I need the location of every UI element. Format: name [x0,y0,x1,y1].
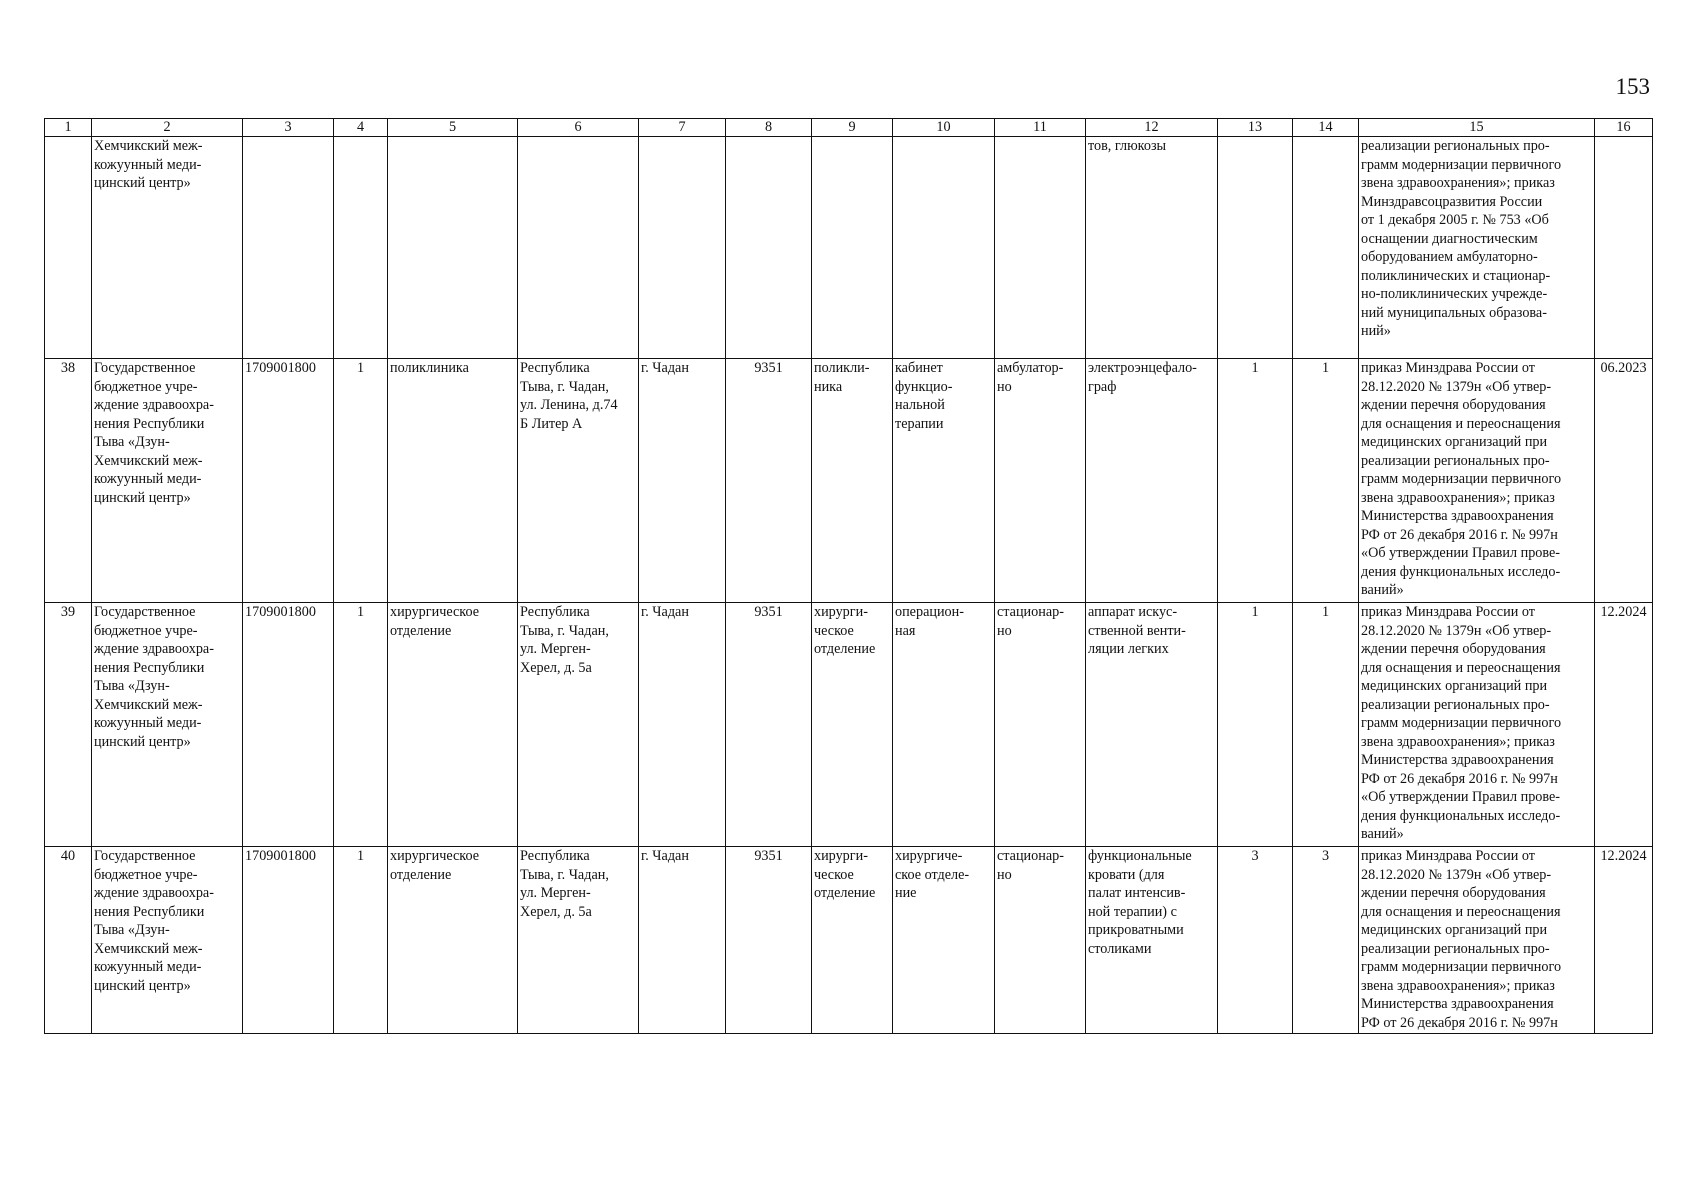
column-number-row [45,119,1653,137]
room-cell: хирургиче- ское отделе- ние [893,847,995,1034]
organization-cell: Государственное бюджетное учре- ждение здравоохра- нения Республики Тыва «Дзун- Хемчикский меж- кожуунный меди- цинский центр» [92,603,243,847]
unit-cell [388,137,518,359]
column-number: 8 [726,119,812,137]
unit-cell: хирургическое отделение [388,847,518,1034]
code-cell: 9351 [726,603,812,847]
inn-cell: 1709001800 [243,603,334,847]
col4-cell: 1 [334,847,388,1034]
row-number-cell [45,137,92,359]
address-cell: Республика Тыва, г. Чадан, ул. Мерген- Херел, д. 5а [518,603,639,847]
equipment-table [44,118,1653,1034]
legal-basis-cell: приказ Минздрава России от 28.12.2020 № 1379н «Об утвер- ждении перечня оборудования для оснащения и переоснащения медицинских организаций при реализации региональных про- грамм модернизации первичного звена здравоохранения»; приказ Министерства здравоохранения РФ от 26 декабря 2016 г. № 997н «Об утверждении Правил прове- дения функциональных исследо- ваний» [1359,603,1595,847]
column-number: 2 [92,119,243,137]
organization-cell: Хемчикский меж- кожуунный меди- цинский центр» [92,137,243,359]
column-number: 10 [893,119,995,137]
column-number: 13 [1218,119,1293,137]
col4-cell: 1 [334,603,388,847]
care-type-cell [995,137,1086,359]
code-cell: 9351 [726,847,812,1034]
column-number: 7 [639,119,726,137]
organization-cell: Государственное бюджетное учре- ждение здравоохра- нения Республики Тыва «Дзун- Хемчикский меж- кожуунный меди- цинский центр» [92,359,243,603]
equipment-cell: аппарат искус- ственной венти- ляции легких [1086,603,1218,847]
unit-cell: хирургическое отделение [388,603,518,847]
address-cell: Республика Тыва, г. Чадан, ул. Ленина, д.74 Б Литер А [518,359,639,603]
code-cell: 9351 [726,359,812,603]
city-cell [639,137,726,359]
page-number: 153 [1615,74,1650,99]
date-cell: 06.2023 [1595,359,1653,603]
quantity-cell: 1 [1293,603,1359,847]
equipment-cell: функциональные кровати (для палат интенсив- ной терапии) с прикроватными столиками [1086,847,1218,1034]
equipment-cell: электроэнцефало- граф [1086,359,1218,603]
quantity-cell: 1 [1218,359,1293,603]
column-number: 12 [1086,119,1218,137]
inn-cell [243,137,334,359]
department-cell: хирурги- ческое отделение [812,847,893,1034]
room-cell: кабинет функцио- нальной терапии [893,359,995,603]
column-number: 11 [995,119,1086,137]
quantity-cell: 3 [1293,847,1359,1034]
table-row [45,359,1653,603]
quantity-cell: 1 [1293,359,1359,603]
row-number-cell: 39 [45,603,92,847]
care-type-cell: амбулатор- но [995,359,1086,603]
column-number: 3 [243,119,334,137]
quantity-cell: 3 [1218,847,1293,1034]
date-cell [1595,137,1653,359]
room-cell [893,137,995,359]
date-cell: 12.2024 [1595,847,1653,1034]
column-number: 5 [388,119,518,137]
quantity-cell: 1 [1218,603,1293,847]
column-number: 1 [45,119,92,137]
legal-basis-cell: приказ Минздрава России от 28.12.2020 № 1379н «Об утвер- ждении перечня оборудования для оснащения и переоснащения медицинских организаций при реализации региональных про- грамм модернизации первичного звена здравоохранения»; приказ Министерства здравоохранения РФ от 26 декабря 2016 г. № 997н [1359,847,1595,1034]
inn-cell: 1709001800 [243,847,334,1034]
legal-basis-cell: реализации региональных про- грамм модернизации первичного звена здравоохранения»; приказ Минздравсоцразвития России от 1 декабря 2005 г. № 753 «Об оснащении диагностическим оборудованием амбулаторно- поликлинических и стационар- но-поликлинических учрежде- ний муниципальных образова- ний» [1359,137,1595,359]
quantity-cell [1218,137,1293,359]
column-number: 15 [1359,119,1595,137]
date-cell: 12.2024 [1595,603,1653,847]
city-cell: г. Чадан [639,603,726,847]
organization-cell: Государственное бюджетное учре- ждение здравоохра- нения Республики Тыва «Дзун- Хемчикский меж- кожуунный меди- цинский центр» [92,847,243,1034]
code-cell [726,137,812,359]
column-number: 16 [1595,119,1653,137]
care-type-cell: стационар- но [995,603,1086,847]
table-row [45,847,1653,1034]
address-cell [518,137,639,359]
row-number-cell: 40 [45,847,92,1034]
column-number: 6 [518,119,639,137]
quantity-cell [1293,137,1359,359]
table-row [45,603,1653,847]
care-type-cell: стационар- но [995,847,1086,1034]
city-cell: г. Чадан [639,359,726,603]
department-cell: хирурги- ческое отделение [812,603,893,847]
equipment-cell: тов, глюкозы [1086,137,1218,359]
room-cell: операцион- ная [893,603,995,847]
column-number: 4 [334,119,388,137]
col4-cell: 1 [334,359,388,603]
table-row [45,137,1653,359]
department-cell: поликли- ника [812,359,893,603]
unit-cell: поликлиника [388,359,518,603]
legal-basis-cell: приказ Минздрава России от 28.12.2020 № 1379н «Об утвер- ждении перечня оборудования для оснащения и переоснащения медицинских организаций при реализации региональных про- грамм модернизации первичного звена здравоохранения»; приказ Министерства здравоохранения РФ от 26 декабря 2016 г. № 997н «Об утверждении Правил прове- дения функциональных исследо- ваний» [1359,359,1595,603]
row-number-cell: 38 [45,359,92,603]
column-number: 9 [812,119,893,137]
column-number: 14 [1293,119,1359,137]
department-cell [812,137,893,359]
city-cell: г. Чадан [639,847,726,1034]
address-cell: Республика Тыва, г. Чадан, ул. Мерген- Херел, д. 5а [518,847,639,1034]
col4-cell [334,137,388,359]
inn-cell: 1709001800 [243,359,334,603]
